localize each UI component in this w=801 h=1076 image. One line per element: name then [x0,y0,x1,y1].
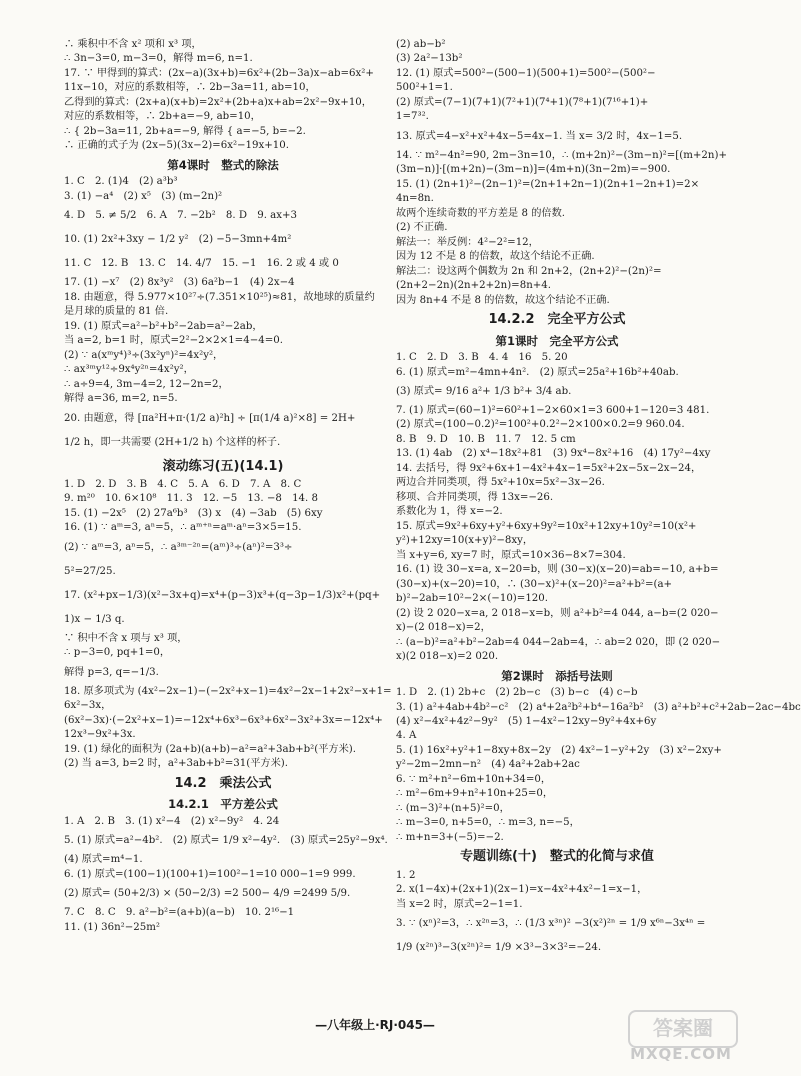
answer-line: 乙得到的算式：(2x+a)(x+b)=2x²+(2b+a)x+ab=2x²−9x+10， [64,96,372,108]
answer-line: 1. C 2. (1)4 (2) a³b³ [64,176,178,188]
answer-line: 当 a=2, b=1 时，原式=2²−2×2×1=4−4=0. [64,335,283,347]
answer-line: 16. (1) ∵ aᵐ=3, aⁿ=5，∴ aᵐ⁺ⁿ=aᵐ·aⁿ=3×5=15. [64,522,302,534]
left-answer-column [64,38,392,935]
answer-line: y²)+12xy=10(x+y)²−8xy， [396,535,534,547]
section-heading: 14.2 乘法公式 [174,775,272,791]
answer-line: (30−x)+(x−20)=10，∴ (30−x)²+(x−20)²=a²+b²=(a+ [396,578,673,590]
answer-line: 1)x − 1/3 q. [64,613,125,625]
answer-line: 17. (1) −x⁷ (2) 8x³y² (3) 6a²b−1 (4) 2x−4 [64,277,295,289]
answer-line: (3) 原式= 9/16 a²+ 1/3 b²+ 3/4 ab. [396,385,572,397]
answer-line: 两边合并同类项，得 5x²+10x=5x²−3x−26. [396,477,605,489]
answer-line: (2) ∵ aᵐ=3, aⁿ=5，∴ a³ᵐ⁻²ⁿ=(aᵐ)³÷(aⁿ)²=3³÷ [64,541,293,553]
answer-line: (3) 2a²−13b² [396,53,463,65]
answer-line: 对应的系数相等，∴ 2b+a=−9, ab=10， [64,111,261,123]
answer-line: 9. m²⁰ 10. 6×10⁸ 11. 3 12. −5 13. −8 14. 8 [64,493,318,505]
answer-line: 5²=27/25. [64,565,116,577]
answer-line: 1. C 2. D 3. B 4. 4 16 5. 20 [396,352,568,364]
answer-line: 4n=8n. [396,193,434,205]
answer-line: ∴ p−3=0, pq+1=0， [64,647,171,659]
answer-line: 8. B 9. D 10. B 11. 7 12. 5 cm [396,433,576,445]
answer-line: 18. 原多项式为 (4x²−2x−1)−(−2x²+x−1)=4x²−2x−1+2x²−x+1= [64,685,392,697]
answer-line: 系数化为 1，得 x=−2. [396,506,503,518]
answer-line: 解得 p=3, q=−1/3. [64,666,159,678]
answer-line: 7. (1) 原式=(60−1)²=60²+1−2×60×1=3 600+1−120=3 481. [396,404,710,416]
answer-line: 10. (1) 2x²+3xy − 1/2 y² (2) −5−3mn+4m² [64,234,292,246]
answer-line: 7. C 8. C 9. a²−b²=(a+b)(a−b) 10. 2¹⁶−1 [64,907,295,919]
answer-line: (2) 不正确. [396,222,448,234]
answer-line: ∴ m+n=3+(−5)=−2. [396,831,504,843]
answer-line: 14. 去括号，得 9x²+6x+1−4x²+4x−1=5x²+2x−5x−2x−24， [396,462,702,474]
answer-line: 13. 原式=4−x²+x²+4x−5=4x−1. 当 x= 3/2 时，4x−1=5. [396,130,683,142]
answer-line: (2) ∵ a(xᵐy⁴)³÷(3x²yⁿ)²=4x²y²， [64,349,224,361]
answer-line: 3. (1) a²+4ab+4b²−c² (2) a⁴+2a²b²+b⁴−16a²b² (3) a²+b²+c²+2ab−2ac−4bc [396,701,801,713]
answer-line: 3. (1) −a⁴ (2) x⁵ (3) (m−2n)² [64,190,223,202]
answer-line: 12x³−9x²+3x. [64,729,136,741]
answer-line: (2) 设 2 020−x=a, 2 018−x=b，则 a²+b²=4 044, a−b=(2 020− [396,607,719,619]
answer-line: 移项、合并同类项，得 13x=−26. [396,491,554,503]
answer-line: (6x²−3x)·(−2x²+x−1)=−12x⁴+6x³−6x³+6x²−3x²+3x=−12x⁴+ [64,714,383,726]
answer-line: 6. (1) 原式=(100−1)(100+1)=100²−1=10 000−1=9 999. [64,868,356,880]
answer-line: (2) 原式=(7−1)(7+1)(7²+1)(7⁴+1)(7⁸+1)(7¹⁶+1)+ [396,96,649,108]
answer-line: 4. D 5. ≠ 5/2 6. A 7. −2b² 8. D 9. ax+3 [64,210,298,222]
answer-line: 17. (x²+px−1/3)(x²−3x+q)=x⁴+(p−3)x³+(q−3p−1/3)x²+(pq+ [64,589,381,601]
answer-line: ∴ (m−3)²+(n+5)²=0， [396,802,510,814]
answer-line: ∴ ax³ᵐy¹²÷9x⁴y²ⁿ=4x²y²， [64,364,194,376]
answer-line: (2) 当 a=3, b=2 时，a²+3ab+b²=31(平方米). [64,758,288,770]
section-heading: 滚动练习(五)(14.1) [162,458,284,474]
section-heading: 第2课时 添括号法则 [501,668,613,683]
answer-line: 1. 2 [396,869,416,881]
answer-line: 11. C 12. B 13. C 14. 4/7 15. −1 16. 2 或 4 或 0 [64,258,339,270]
answer-line: 1/2 h，即一共需要 (2H+1/2 h) 个这样的杯子. [64,436,281,448]
answer-line: 14. ∵ m²−4n²=90, 2m−3n=10，∴ (m+2n)²−(3m−n)²=[(m+2n)+ [396,149,727,161]
answer-line: ∴ m−3=0, n+5=0，∴ m=3, n=−5， [396,817,580,829]
answer-line: (4) x²−4x²+4z²−9y² (5) 1−4x²−12xy−9y²+4x+6y [396,716,657,727]
answer-line: 11x−10，对应的系数相等，∴ 2b−3a=11, ab=10， [64,82,316,94]
answer-line: 19. (1) 绿化的面积为 (2a+b)(a+b)−a²=a²+3ab+b²(平方米). [64,743,357,755]
answer-line: 18. 由题意，得 5.977×10²⁷÷(7.351×10²⁵)≈81，故地球的质量约 [64,291,375,303]
answer-line: 是月球的质量的 81 倍. [64,306,169,318]
answer-line: 当 x=2 时，原式=2−1=1. [396,898,523,910]
answer-line: 5. (1) 16x²+y²+1−8xy+8x−2y (2) 4x²−1−y²+2y (3) x²−2xy+ [396,744,722,756]
answer-line: (2) ab−b² [396,39,446,50]
right-answer-column [396,38,801,960]
answer-line: 因为 8n+4 不是 8 的倍数，故这个结论不正确. [396,294,610,306]
section-heading: 14.2.2 完全平方公式 [488,312,626,328]
answer-line: 3. ∵ (xⁿ)²=3，∴ x²ⁿ=3，∴ (1/3 x³ⁿ)² −3(x²)²ⁿ = 1/9 x⁶ⁿ−3x⁴ⁿ = [396,918,706,930]
answer-line: ∴ 乘积中不含 x² 项和 x³ 项， [64,39,202,50]
answer-line: (3m−n)]·[(m+2n)−(3m−n)]=(4m+n)(3n−2m)=−900. [396,164,671,176]
answer-line: 因为 12 不是 8 的倍数，故这个结论不正确. [396,251,595,263]
section-heading: 专题训练(十) 整式的化简与求值 [460,849,654,865]
answer-line: 19. (1) 原式=a²−b²+b²−2ab=a²−2ab， [64,320,263,332]
answer-line: ∴ m²−6m+9+n²+10n+25=0， [396,788,554,800]
answer-line: (2) 原式= (50+2/3) × (50−2/3) =2 500− 4/9 =2499 5/9. [64,888,351,900]
watermark-site: MXQE.COM [630,1045,732,1063]
answer-line: ∵ 积中不含 x 项与 x³ 项， [64,632,188,644]
answer-line: 6. ∵ m²+n²−6m+10n+34=0， [396,773,552,785]
answer-line: ∴ { 2b−3a=11, 2b+a=−9, 解得 { a=−5, b=−2. [64,125,306,137]
answer-line: 16. (1) 设 30−x=a, x−20=b，则 (30−x)(x−20)=ab=−10, a+b= [396,564,719,576]
answer-line: 20. 由题意，得 [πa²H+π·(1/2 a)²h] ÷ [π(1/4 a)²×8] = 2H+ [64,412,356,424]
answer-line: 500²+1=1. [396,82,453,94]
answer-line: 11. (1) 36n²−25m² [64,921,160,933]
answer-line: 15. (1) (2n+1)²−(2n−1)²=(2n+1+2n−1)(2n+1−2n+1)=2× [396,178,700,190]
answer-line: 当 x+y=6, xy=7 时，原式=10×36−8×7=304. [396,549,626,561]
answer-line: 解得 a=36, m=2, n=5. [64,393,178,405]
section-heading: 第4课时 整式的除法 [167,157,279,172]
answer-line: y²−2m−2mn−n² (4) 4a²+2ab+2ac [396,759,580,771]
watermark-logo [622,1010,740,1068]
answer-line: 1=7³². [396,111,429,123]
answer-line: ∴ a÷9=4, 3m−4=2, 12−2n=2， [64,378,229,390]
answer-line: (2n+2−2n)(2n+2+2n)=8n+4. [396,280,552,292]
section-heading: 第1课时 完全平方公式 [495,333,619,348]
watermark-logo-text: 答案圈 [628,1010,738,1048]
answer-line: 12. (1) 原式=500²−(500−1)(500+1)=500²−(500²− [396,67,656,79]
answer-line: b)²−2ab=10²−2×(−10)=120. [396,593,548,605]
answer-line: 5. (1) 原式=a²−4b². (2) 原式= 1/9 x²−4y². (3) 原式=25y²−9x⁴. [64,835,388,847]
answer-line: 解法一：举反例：4²−2²=12， [396,236,539,248]
answer-line: x)−(2 018−x)=2， [396,622,491,634]
answer-line: 13. (1) 4ab (2) x⁴−18x²+81 (3) 9x⁴−8x²+16 (4) 17y²−4xy [396,448,711,460]
answer-line: ∴ 正确的式子为 (2x−5)(3x−2)=6x²−19x+10. [64,140,290,152]
page-footer: —八年级上·RJ·045— [315,1018,435,1032]
answer-line: 1/9 (x²ⁿ)³−3(x²ⁿ)²= 1/9 ×3³−3×3²=−24. [396,942,602,954]
answer-line: 1. A 2. B 3. (1) x²−4 (2) x²−9y² 4. 24 [64,815,280,827]
answer-line: ∴ 3n−3=0, m−3=0，解得 m=6, n=1. [64,53,253,65]
answer-line: 17. ∵ 甲得到的算式：(2x−a)(3x+b)=6x²+(2b−3a)x−ab=6x²+ [64,67,374,79]
answer-line: 解法二：设这两个偶数为 2n 和 2n+2，(2n+2)²−(2n)²= [396,265,662,277]
section-heading: 14.2.1 平方差公式 [168,797,278,812]
answer-line: (4) 原式=m⁴−1. [64,854,143,866]
answer-line: 2. x(1−4x)+(2x+1)(2x−1)=x−4x²+4x²−1=x−1， [396,884,648,896]
answer-line: 1. D 2. (1) 2b+c (2) 2b−c (3) b−c (4) c−b [396,687,638,699]
answer-line: (2) 原式=(100−0.2)²=100²+0.2²−2×100×0.2=9 960.04. [396,419,685,431]
answer-line: 故两个连续奇数的平方差是 8 的倍数. [396,207,566,219]
answer-line: x)(2 018−x)=2 020. [396,651,499,663]
answer-line: 15. (1) −2x⁵ (2) 27a⁶b³ (3) x (4) −3ab (5) 6xy [64,507,323,519]
answer-line: 4. A [396,730,417,742]
answer-line: 1. D 2. D 3. B 4. C 5. A 6. D 7. A 8. C [64,478,302,490]
answer-line: 15. 原式=9x²+6xy+y²+6xy+9y²=10x²+12xy+10y²=10(x²+ [396,520,697,532]
answer-line: 6. (1) 原式=m²−4mn+4n². (2) 原式=25a²+16b²+40ab. [396,366,679,378]
answer-line: 6x²−3x， [64,700,112,712]
answer-line: ∴ (a−b)²=a²+b²−2ab=4 044−2ab=4，∴ ab=2 020，即 (2 020− [396,636,721,648]
